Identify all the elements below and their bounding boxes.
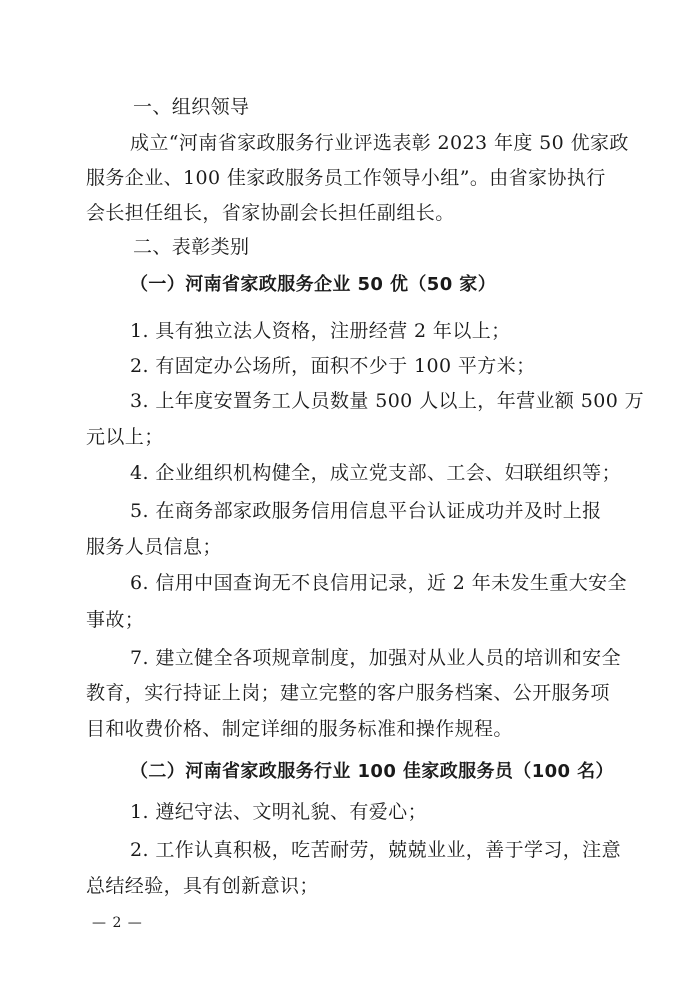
paragraph-line: 服务企业、100 佳家政服务员工作领导小组”。由省家协执行 <box>86 167 606 189</box>
list-item: 1. 遵纪守法、文明礼貌、有爱心； <box>130 801 427 823</box>
section-heading-categories: 二、表彰类别 <box>133 236 250 258</box>
list-item: 5. 在商务部家政服务信用信息平台认证成功并及时上报 <box>130 500 602 522</box>
list-item-continuation: 服务人员信息； <box>86 536 222 558</box>
paragraph-line: 会长担任组长，省家协副会长担任副组长。 <box>86 202 455 224</box>
list-item: 2. 工作认真积极，吃苦耐劳，兢兢业业，善于学习，注意 <box>130 839 621 861</box>
list-item-continuation: 总结经验，具有创新意识； <box>86 875 319 897</box>
list-item-continuation: 元以上； <box>86 426 164 448</box>
list-item: 6. 信用中国查询无不良信用记录，近 2 年未发生重大安全 <box>130 572 627 594</box>
list-item: 7. 建立健全各项规章制度，加强对从业人员的培训和安全 <box>130 647 621 669</box>
subsection-heading-enterprises: （一）河南省家政服务企业 50 优（50 家） <box>130 274 497 295</box>
list-item-continuation: 事故； <box>86 609 145 631</box>
paragraph-line: 成立“河南省家政服务行业评选表彰 2023 年度 50 优家政 <box>130 132 629 154</box>
list-item: 1. 具有独立法人资格，注册经营 2 年以上； <box>130 320 511 342</box>
section-heading-organization: 一、组织领导 <box>133 96 250 118</box>
list-item: 2. 有固定办公场所，面积不少于 100 平方米； <box>130 355 536 377</box>
list-item: 3. 上年度安置务工人员数量 500 人以上，年营业额 500 万 <box>130 390 645 412</box>
list-item-continuation: 目和收费价格、制定详细的服务标准和操作规程。 <box>86 718 513 740</box>
list-item-continuation: 教育，实行持证上岗；建立完整的客户服务档案、公开服务项 <box>86 682 610 704</box>
list-item: 4. 企业组织机构健全，成立党支部、工会、妇联组织等； <box>130 462 621 484</box>
subsection-heading-workers: （二）河南省家政服务行业 100 佳家政服务员（100 名） <box>130 761 614 782</box>
page-number: — 2 — <box>92 915 143 931</box>
